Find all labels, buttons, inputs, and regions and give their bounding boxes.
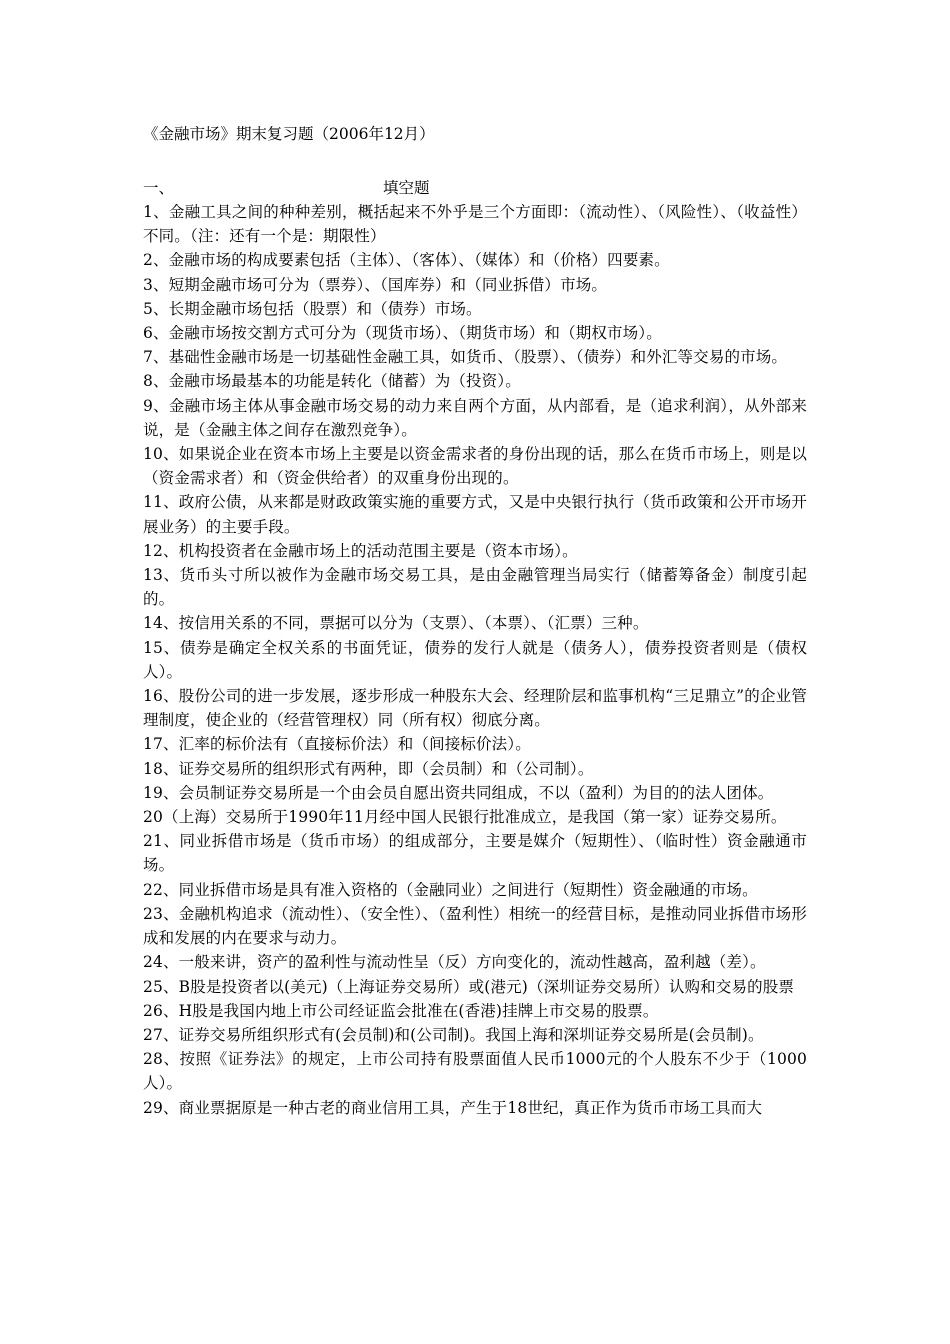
section-title: 填空题 bbox=[383, 179, 430, 197]
question-item: 22、同业拆借市场是具有准入资格的（金融同业）之间进行（短期性）资金融通的市场。 bbox=[143, 880, 758, 899]
question-item: 2、金融市场的构成要素包括（主体）、（客体）、（媒体）和（价格）四要素。 bbox=[143, 251, 670, 270]
question-item: 13、货币头寸所以被作为金融市场交易工具，是由金融管理当局实行（储蓄筹备金）制度引起的。 bbox=[143, 566, 807, 609]
question-item: 5、长期金融市场包括（股票）和（债券）市场。 bbox=[143, 299, 482, 318]
question-item: 12、机构投资者在金融市场上的活动范围主要是（资本市场）。 bbox=[143, 541, 578, 560]
question-item: 24、一般来讲，资产的盈利性与流动性呈（反）方向变化的，流动性越高，盈利越（差）。 bbox=[143, 953, 766, 972]
question-item: 17、汇率的标价法有（直接标价法）和（间接标价法）。 bbox=[143, 735, 531, 754]
question-item: 16、股份公司的进一步发展，逐步形成一种股东大会、经理阶层和监事机构“三足鼎立”的企业管理制度，使企业的（经营管理权）同（所有权）彻底分离。 bbox=[143, 687, 807, 730]
question-list bbox=[143, 200, 807, 1120]
question-item: 10、如果说企业在资本市场上主要是以资金需求者的身份出现的话，那么在货币市场上，则是以（资金需求者）和（资金供给者）的双重身份出现的。 bbox=[143, 445, 807, 488]
question-item: 21、同业拆借市场是（货币市场）的组成部分，主要是媒介（短期性）、（临时性）资金融通市场。 bbox=[143, 832, 807, 875]
question-item: 9、金融市场主体从事金融市场交易的动力来自两个方面，从内部看，是（追求利润），从外部来说，是（金融主体之间存在激烈竞争）。 bbox=[143, 396, 807, 439]
document-title: 《金融市场》期末复习题（2006年12月） bbox=[143, 125, 435, 143]
question-item: 7、基础性金融市场是一切基础性金融工具，如货币、（股票）、（债券）和外汇等交易的市场。 bbox=[143, 348, 788, 367]
question-item: 15、债券是确定全权关系的书面凭证，债券的发行人就是（债务人），债券投资者则是（债权人）。 bbox=[143, 638, 807, 681]
question-item: 11、政府公债，从来都是财政政策实施的重要方式，又是中央银行执行（货币政策和公开市场开展业务）的主要手段。 bbox=[143, 493, 807, 536]
question-item: 23、金融机构追求（流动性）、（安全性）、（盈利性）相统一的经营目标，是推动同业拆借市场形成和发展的内在要求与动力。 bbox=[143, 904, 807, 948]
section-heading bbox=[143, 176, 430, 200]
question-item: 18、证券交易所的组织形式有两种，即（会员制）和（公司制）。 bbox=[143, 759, 594, 778]
question-item: 6、金融市场按交割方式可分为（现货市场）、（期货市场）和（期权市场）。 bbox=[143, 324, 662, 343]
question-item: 29、商业票据原是一种古老的商业信用工具，产生于18世纪，真正作为货币市场工具而大 bbox=[143, 1098, 763, 1117]
question-item: 3、短期金融市场可分为（票券）、（国库券）和（同业拆借）市场。 bbox=[143, 275, 608, 294]
question-item: 28、按照《证券法》的规定，上市公司持有股票面值人民币1000元的个人股东不少于（1000人）。 bbox=[143, 1050, 807, 1093]
question-item: 25、B股是投资者以(美元)（上海证券交易所）或(港元)（深圳证券交易所）认购和交易的股票 bbox=[143, 977, 795, 996]
question-item: 8、金融市场最基本的功能是转化（储蓄）为（投资）。 bbox=[143, 372, 521, 391]
question-item: 14、按信用关系的不同，票据可以分为（支票）、（本票）、（汇票）三种。 bbox=[143, 614, 649, 633]
section-number: 一、 bbox=[143, 179, 175, 197]
question-item: 26、H股是我国内地上市公司经证监会批准在(香港)挂牌上市交易的股票。 bbox=[143, 1001, 659, 1020]
question-item: 27、证券交易所组织形式有(会员制)和(公司制)。我国上海和深圳证券交易所是(会员制)。 bbox=[143, 1025, 764, 1044]
question-item: 1、金融工具之间的种种差别，概括起来不外乎是三个方面即：（流动性）、（风险性）、（收益性）不同。（注：还有一个是：期限性） bbox=[143, 203, 807, 246]
question-item: 19、会员制证券交易所是一个由会员自愿出资共同组成，不以（盈利）为目的的法人团体。 bbox=[143, 783, 774, 802]
question-item: 20（上海）交易所于1990年11月经中国人民银行批准成立，是我国（第一家）证券交易所。 bbox=[143, 808, 787, 827]
